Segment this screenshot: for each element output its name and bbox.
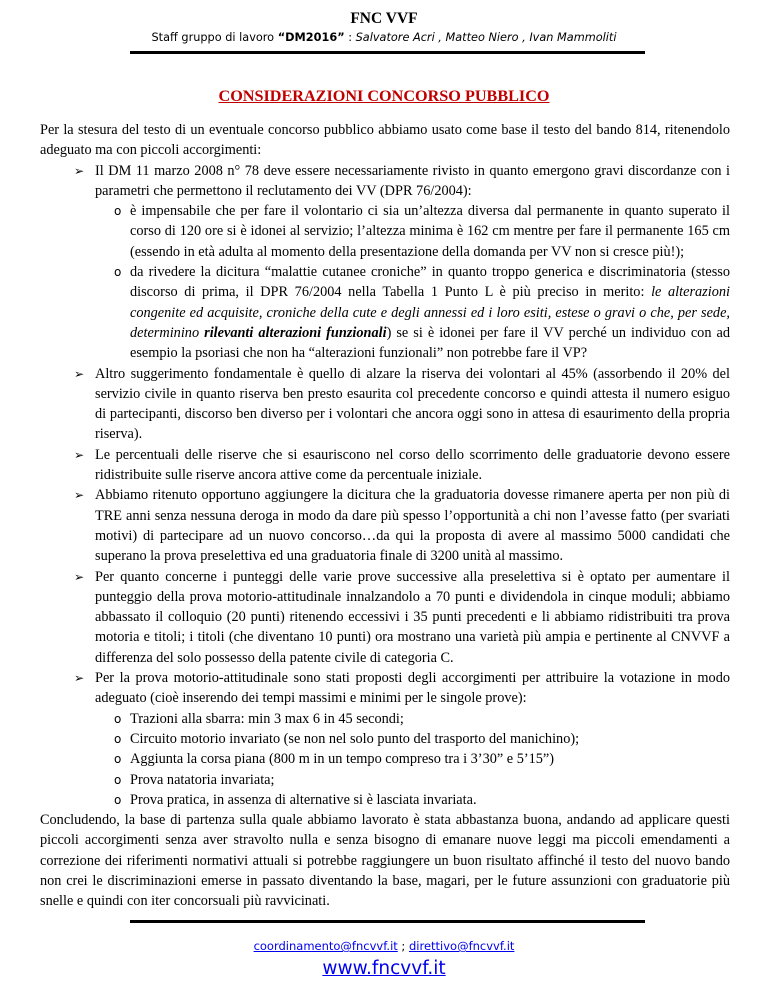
sub-bullet-text: Prova pratica, in assenza di alternative si è lasciata invariata. — [130, 791, 477, 808]
email-link-direttivo[interactable]: direttivo@fncvvf.it — [408, 939, 515, 953]
bullet-text: Altro suggerimento fondamentale è quello di alzare la riserva dei volontari al 45% (assorbendo il 20% del servizio civile in quanto riserva ben presto esaurita col precedente concorso e quindi attesta il numero esiguo di partecipanti, discorso ben diverso per i volontari che ancora oggi sono in attesa di esaurimento della propria riserva). — [95, 365, 730, 443]
arrow-bullet-icon: ➢ — [74, 163, 85, 178]
header-sub-prefix: Staff gruppo di lavoro — [151, 31, 278, 44]
circle-bullet-icon: o — [114, 772, 122, 787]
footer-divider — [130, 920, 645, 923]
arrow-bullet-icon: ➢ — [74, 447, 85, 462]
bullet-text: Abbiamo ritenuto opportuno aggiungere la dicitura che la graduatoria dovesse rimanere aperta per non più di TRE anni senza nessuna deroga in modo da dare più spesso l’opportunità a chi non l’avesse fatto (per svariati motivi) di partecipare ad un nuovo concorso…da qui la proposta di avere al massimo 5000 candidati che superano la prova preselettiva ed una graduatoria finale di 3200 unità al massimo. — [95, 487, 730, 565]
bullet-text: Per quanto concerne i punteggi delle varie prove successive alla preselettiva si è optato per aumentare il punteggio della prova motorio-attitudinale innalzandolo a 70 punti e dividendola in cinque moduli; abbiamo abbassato il colloquio (20 punti) ritenendo eccessivi i 35 punti precedenti e li abbiamo ridistribuiti tra prova motoria e titoli; i titoli (che diventano 10 punti) ora mostrano una varietà più ampia e pertinente al CNVVF a differenza del solo possesso della patente civile di categoria C. — [95, 568, 730, 666]
bullet-text: Le percentuali delle riserve che si esauriscono nel corso dello scorrimento delle graduatorie devono essere ridistribuite sulle riserve ancora attive come da percentuale iniziale. — [95, 446, 730, 484]
sub-bullet-text-end: ) se si è idonei per fare il VV perché un individuo con ad esempio la psoriasi che non ha “alterazioni funzionali” non potrebbe fare il VP? — [130, 324, 730, 362]
arrow-bullet-icon: ➢ — [74, 366, 85, 381]
sub-bullet-text: Circuito motorio invariato (se non nel solo punto del trasporto del manichino); — [130, 730, 580, 747]
sub-bullet-item — [40, 201, 730, 262]
document-title: CONSIDERAZIONI CONCORSO PUBBLICO — [218, 87, 550, 105]
intro-paragraph: Per la stesura del testo di un eventuale concorso pubblico abbiamo usato come base il testo del bando 814, ritenendolo adeguato ma con piccoli accorgimenti: — [40, 122, 730, 159]
conclusion-paragraph: Concludendo, la base di partenza sulla quale abbiamo lavorato è stata abbastanza buona, andando ad applicare questi piccoli accorgimenti senza aver stravolto nulla e senza bisogno di emanare nuove leggi ma piccoli emendamenti a correzione dei riferimenti normativi attuali si potrebbe raggiungere un buon risultato affinché il testo del nuovo bando non crei le discriminazioni emerse in passato diventando la base, magari, per le future assunzioni con graduatorie più snelle e quindi con iter concorsuali più ravvicinati. — [40, 812, 730, 910]
bullet-item — [40, 364, 730, 445]
header-subtitle — [0, 31, 768, 45]
sub-bullet-text: Trazioni alla sbarra: min 3 max 6 in 45 secondi; — [130, 710, 404, 727]
header-divider — [130, 51, 645, 54]
sub-bullet-text: Prova natatoria invariata; — [130, 771, 275, 788]
email-link-coordinamento[interactable]: coordinamento@fncvvf.it — [253, 939, 398, 953]
arrow-bullet-icon: ➢ — [74, 488, 85, 503]
bullet-item — [40, 445, 730, 486]
bullet-item — [40, 161, 730, 202]
email-separator: ; — [397, 939, 409, 953]
website-link[interactable]: www.fncvvf.it — [322, 958, 446, 979]
footer-emails — [0, 939, 768, 953]
circle-bullet-icon: o — [114, 752, 122, 767]
arrow-bullet-icon: ➢ — [74, 569, 85, 584]
sub-bullet-item — [40, 729, 730, 749]
sub-bullet-text: da rivedere la dicitura “malattie cutanee croniche” in quanto troppo generica e discriminatoria (stesso discorso di prima, il DPR 76/2004 nella Tabella 1 Punto L è più preciso in merito: — [130, 264, 730, 301]
sub-bullet-item — [40, 790, 730, 810]
bullet-item — [40, 668, 730, 709]
bullet-item — [40, 485, 730, 566]
footer-website — [0, 957, 768, 981]
header-title: FNC VVF — [350, 10, 418, 27]
circle-bullet-icon: o — [114, 711, 122, 726]
sub-bullet-emphasis: rilevanti alterazioni funzionali — [204, 324, 387, 341]
bullet-text: Il DM 11 marzo 2008 n° 78 deve essere necessariamente rivisto in quanto emergono gravi discordanze con i parametri che permettono il reclutamento dei VV (DPR 76/2004): — [95, 162, 730, 199]
bullet-item — [40, 567, 730, 668]
header-sub-colon: : — [344, 31, 356, 44]
sub-bullet-text: Aggiunta la corsa piana (800 m in un tempo compreso tra i 3’30” e 5’15”) — [130, 751, 555, 768]
sub-bullet-item — [40, 709, 730, 729]
sub-bullet-item — [40, 749, 730, 769]
circle-bullet-icon: o — [114, 792, 122, 807]
sub-bullet-quote: le alterazioni congenite ed acquisite, croniche della cute e degli annessi ed i loro esiti, estese o gravi o che, per sede, determinino — [130, 284, 730, 341]
circle-bullet-icon: o — [114, 731, 122, 746]
circle-bullet-icon: o — [114, 204, 122, 219]
bullet-text: Per la prova motorio-attitudinale sono stati proposti degli accorgimenti per attribuire la votazione in modo adeguato (cioè inserendo dei tempi massimi e minimi per le singole prove): — [95, 670, 730, 707]
sub-bullet-text: è impensabile che per fare il volontario ci sia un’altezza diversa dal permanente in quanto superato il corso di 120 ore si è idonei al servizio; l’altezza minima è 162 cm mentre per fare il permanente 165 cm (essendo in età adulta al momento della presentazione della domanda per VV non si cresce più!); — [130, 203, 730, 260]
document-body — [40, 120, 730, 912]
header-sub-names: Salvatore Acri , Matteo Niero , Ivan Mammoliti — [355, 31, 617, 44]
sub-bullet-item — [40, 262, 730, 363]
circle-bullet-icon: o — [114, 265, 122, 280]
sub-bullet-item — [40, 770, 730, 790]
header-sub-group: “DM2016” — [277, 31, 345, 44]
arrow-bullet-icon: ➢ — [74, 671, 85, 686]
